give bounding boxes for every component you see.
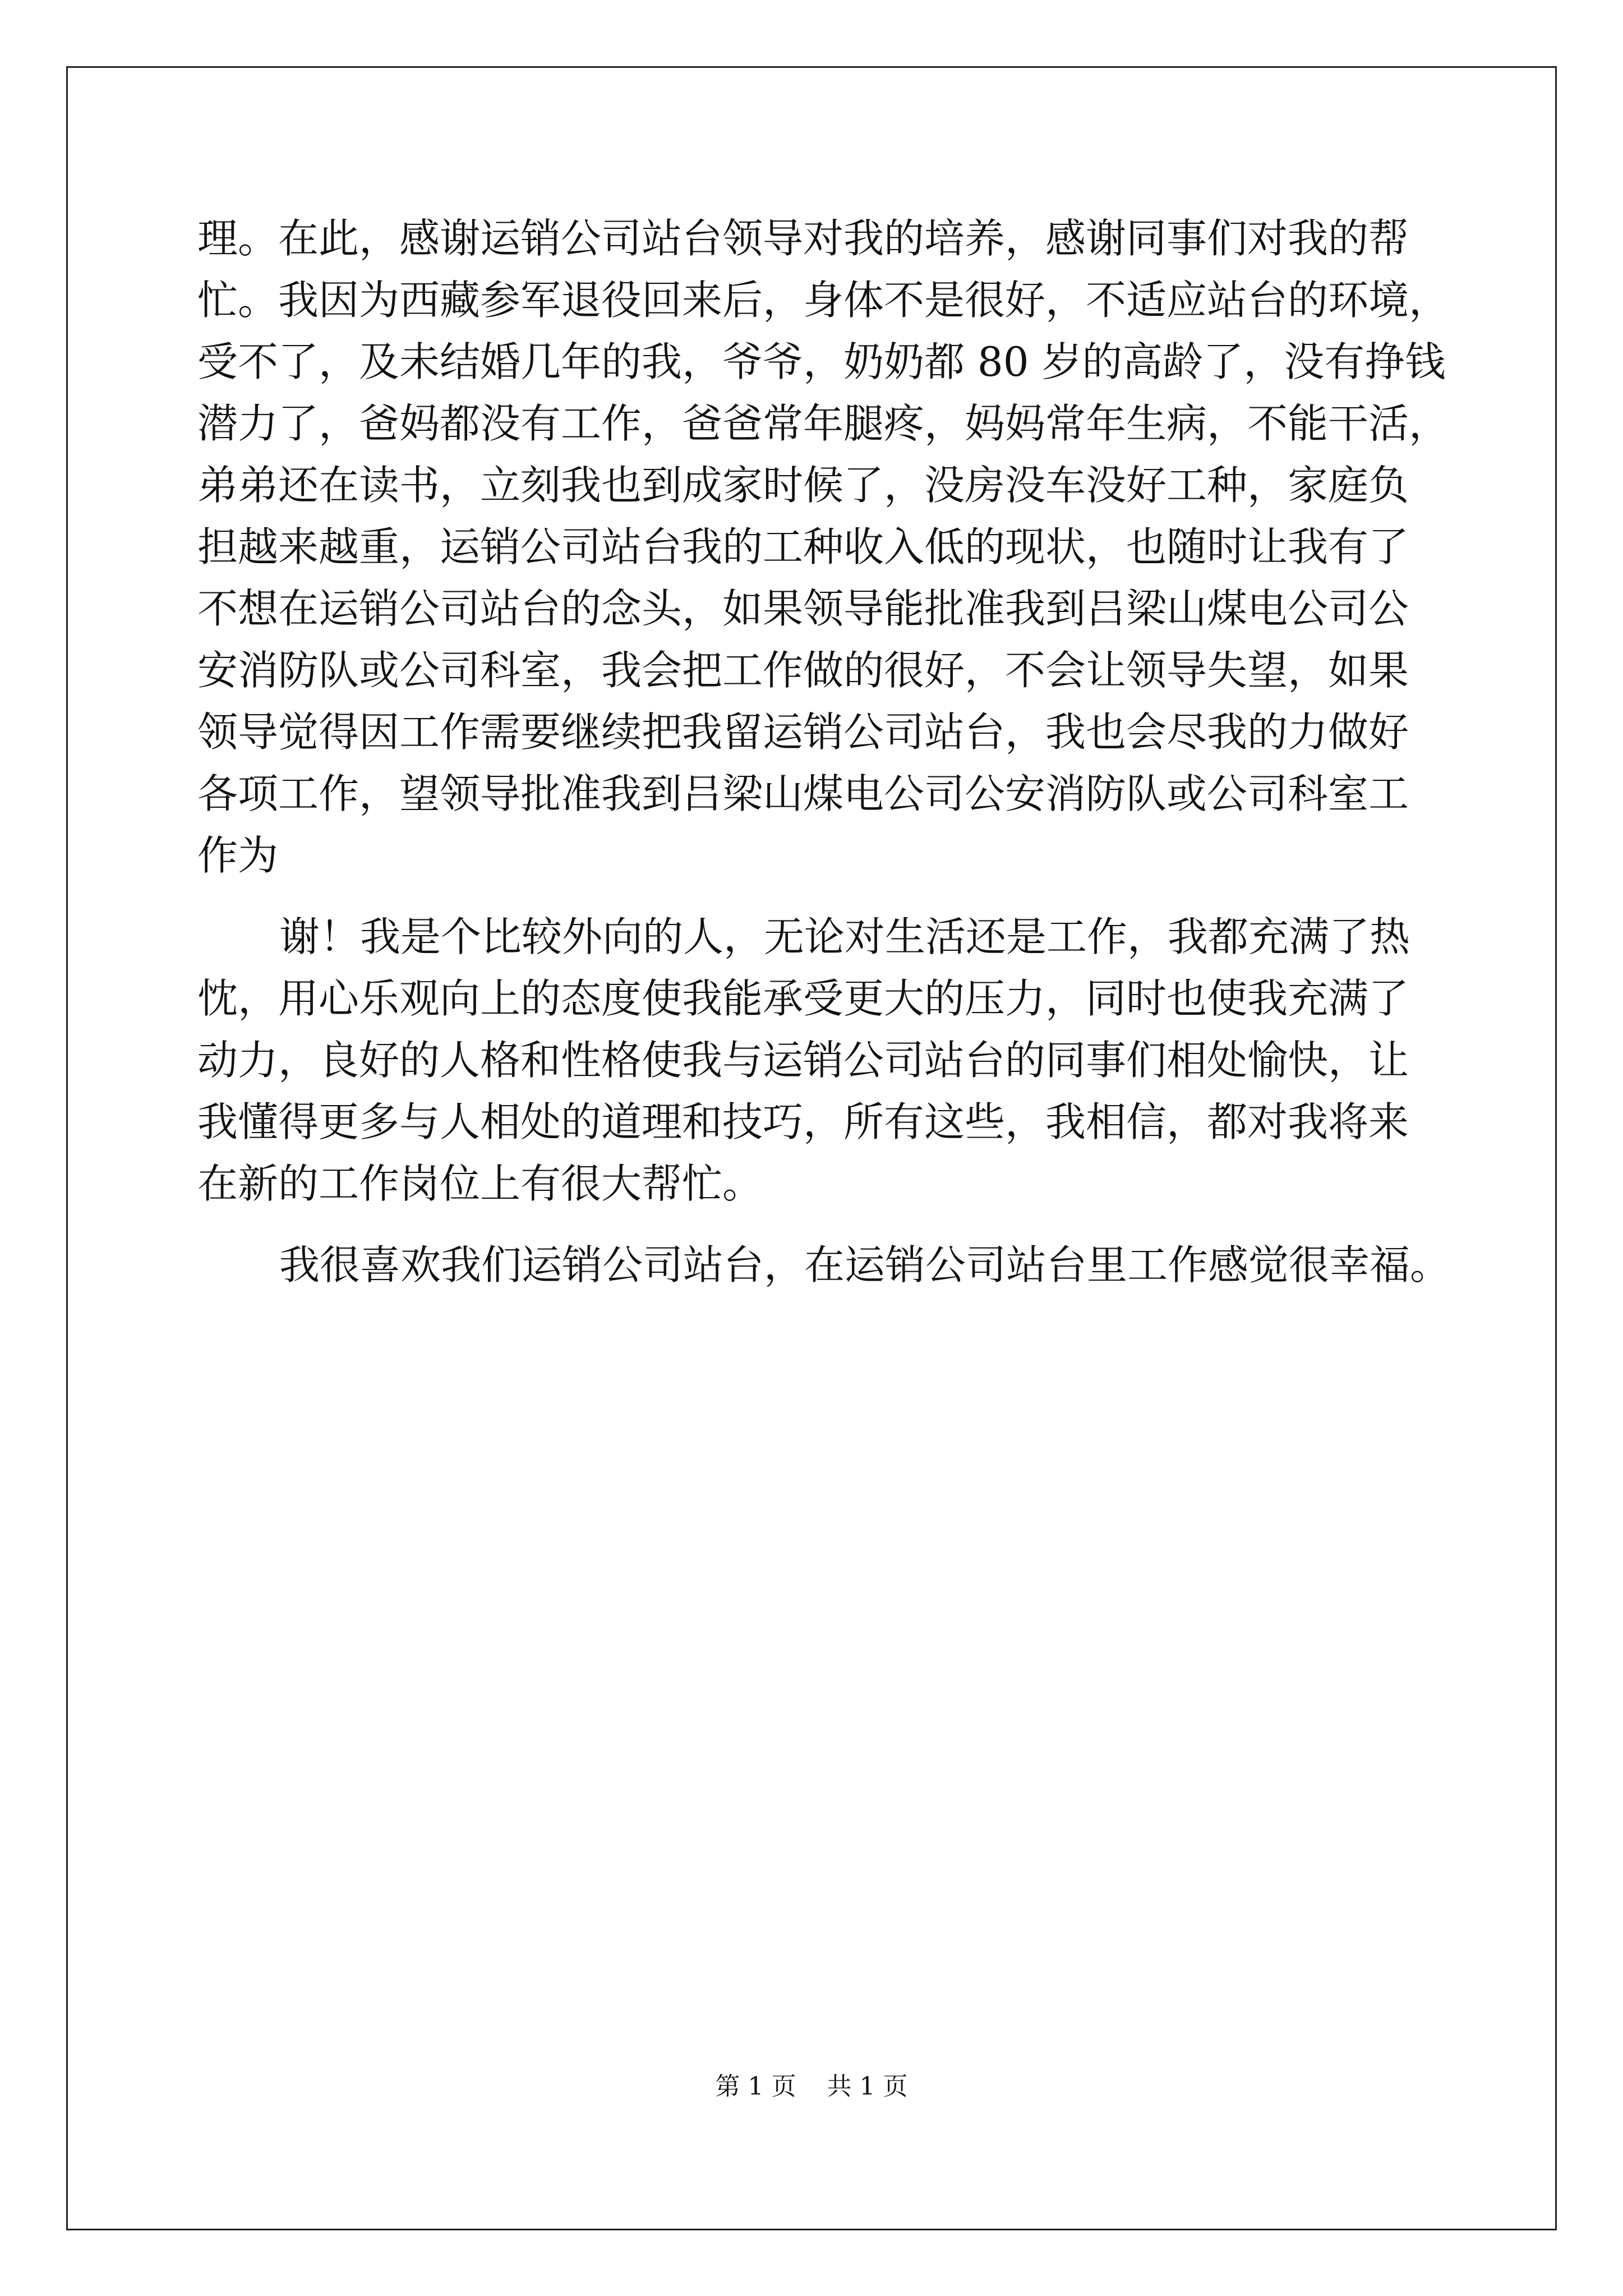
text-line: 在新的工作岗位上有很大帮忙。 (197, 1160, 763, 1207)
text-line: 不想在运销公司站台的念头，如果领导能批准我到吕梁山煤电公司公 (197, 585, 1409, 632)
text-line: 弟弟还在读书，立刻我也到成家时候了，没房没车没好工种，家庭负 (197, 462, 1409, 509)
text-line: 担越来越重，运销公司站台我的工种收入低的现状，也随时让我有了 (197, 523, 1409, 570)
text-line: 我很喜欢我们运销公司站台，在运销公司站台里工作感觉很幸福。 (279, 1241, 1451, 1289)
page-footer (0, 2070, 1623, 2104)
text-line: 我懂得更多与人相处的道理和技巧，所有这些，我相信，都对我将来 (197, 1098, 1409, 1145)
text-line: 忙。我因为西藏参军退役回来后，身体不是很好，不适应站台的环境， (197, 277, 1450, 324)
text-line: 各项工作，望领导批准我到吕梁山煤电公司公安消防队或公司科室工 (197, 770, 1409, 817)
text-line: 动力，良好的人格和性格使我与运销公司站台的同事们相处愉快，让 (197, 1037, 1409, 1084)
text-line: 安消防队或公司科室，我会把工作做的很好，不会让领导失望，如果 (197, 647, 1409, 694)
page-total: 共 1 页 (827, 2072, 908, 2101)
text-line: 作为 (197, 832, 279, 879)
text-line: 理。在此，感谢运销公司站台领导对我的培养，感谢同事们对我的帮 (197, 215, 1409, 262)
text-line: 忱，用心乐观向上的态度使我能承受更大的压力，同时也使我充满了 (197, 975, 1409, 1022)
page-number: 第 1 页 (715, 2072, 796, 2101)
text-line: 受不了，及未结婚几年的我，爷爷，奶奶都 80 岁的高龄了，没有挣钱 (197, 338, 1446, 385)
text-line: 潜力了，爸妈都没有工作，爸爸常年腿疼，妈妈常年生病，不能干活， (197, 400, 1450, 447)
text-line: 谢！我是个比较外向的人，无论对生活还是工作，我都充满了热 (279, 913, 1410, 960)
text-line: 领导觉得因工作需要继续把我留运销公司站台，我也会尽我的力做好 (197, 708, 1409, 756)
